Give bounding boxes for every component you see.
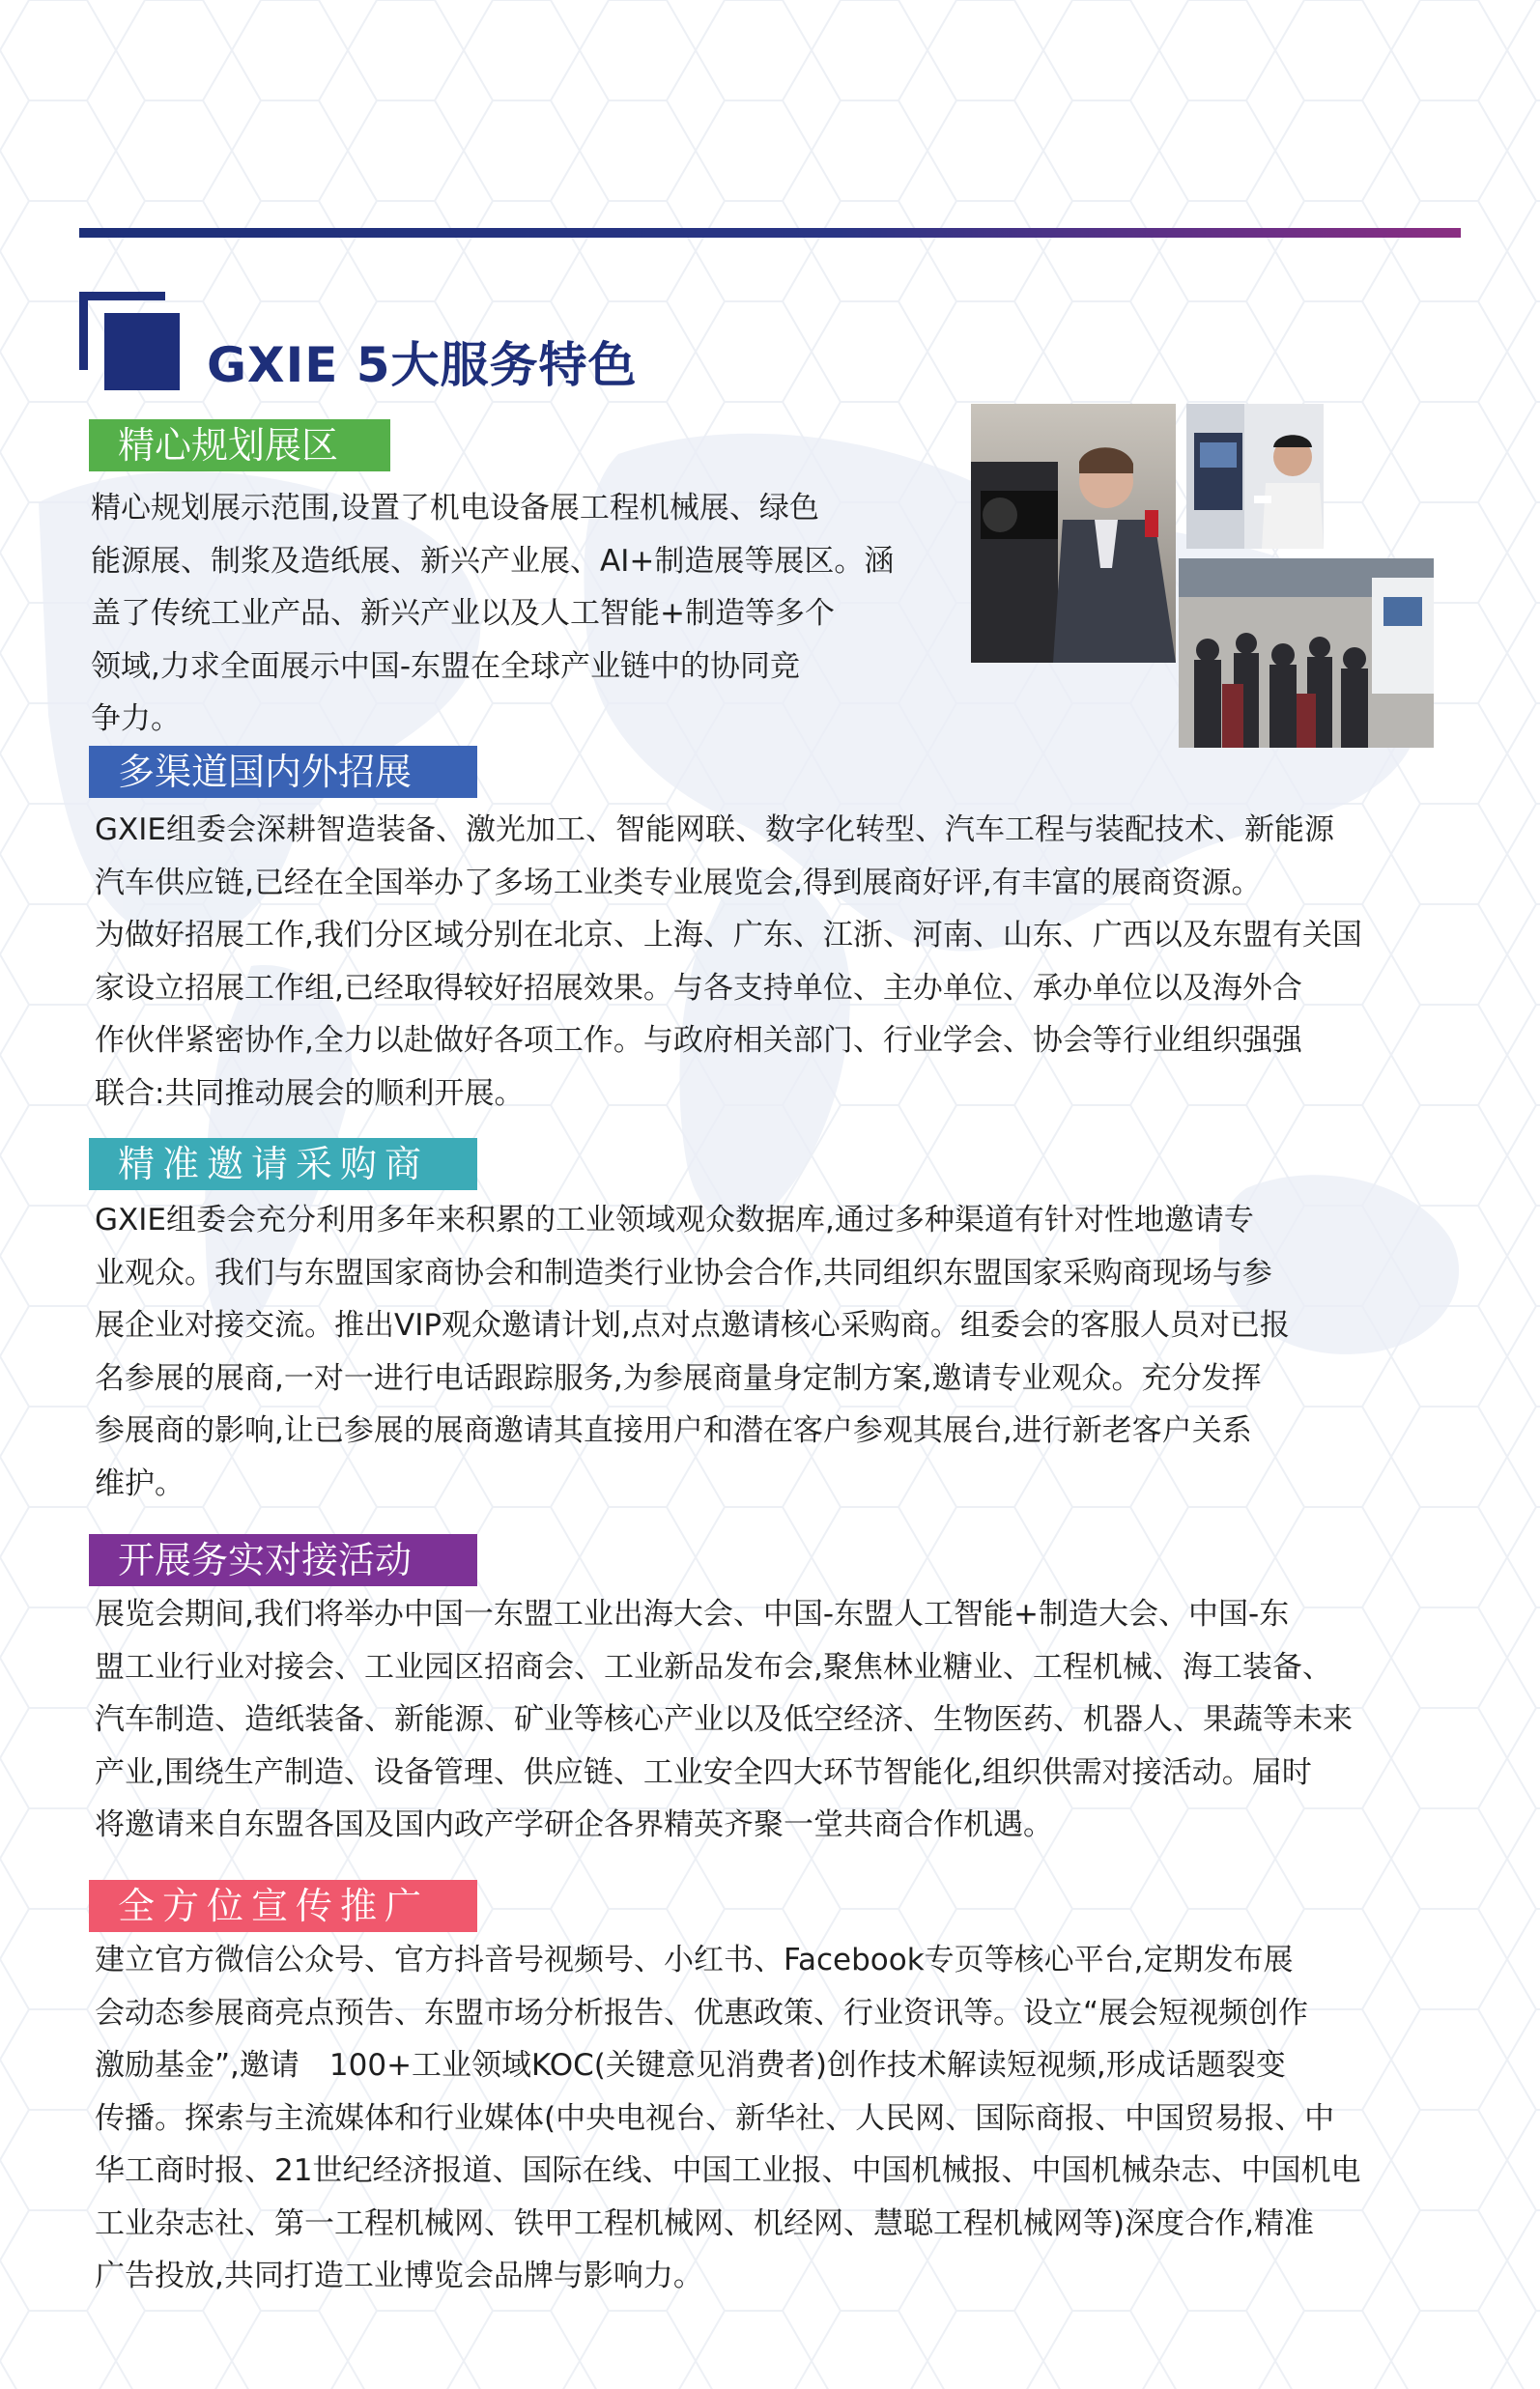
text-line: 领域,力求全面展示中国-东盟在全球产业链中的协同竞	[91, 648, 801, 684]
section-text-buyer-invitation	[95, 1194, 1290, 1510]
text-line: 展企业对接交流。推出VIP观众邀请计划,点对点邀请核心采购商。组委会的客服人员对已报	[95, 1308, 1290, 1343]
text-line: 联合:共同推动展会的顺利开展。	[95, 1075, 525, 1111]
section-text-exhibitor-recruitment	[95, 804, 1362, 1120]
photo-technician	[1186, 404, 1324, 549]
header-gradient-rule	[79, 228, 1461, 238]
text-line: 盟工业行业对接会、工业园区招商会、工业新品发布会,聚焦林业糖业、工程机械、海工装备、	[95, 1649, 1332, 1685]
text-line: 作伙伴紧密协作,全力以赴做好各项工作。与政府相关部门、行业学会、协会等行业组织强强	[95, 1023, 1302, 1058]
text-line: 家设立招展工作组,已经取得较好招展效果。与各支持单位、主办单位、承办单位以及海外合	[95, 970, 1302, 1006]
section-label-planned-zones: 精心规划展区	[89, 419, 390, 471]
text-line: 盖了传统工业产品、新兴产业以及人工智能+制造等多个	[91, 596, 835, 631]
text-line: 激励基金”,邀请 100+工业领域KOC(关键意见消费者)创作技术解读短视频,形成话题裂变	[95, 2048, 1286, 2083]
text-line: 传播。探索与主流媒体和行业媒体(中央电视台、新华社、人民网、国际商报、中国贸易报、中	[95, 2100, 1335, 2136]
text-line: 名参展的展商,一对一进行电话跟踪服务,为参展商量身定制方案,邀请专业观众。充分发挥	[95, 1360, 1262, 1396]
section-label-exhibitor-recruitment: 多渠道国内外招展	[89, 746, 477, 798]
text-line: 产业,围绕生产制造、设备管理、供应链、工业安全四大环节智能化,组织供需对接活动。届时	[95, 1754, 1312, 1790]
page-title: GXIE 5大服务特色	[207, 337, 638, 393]
text-line: GXIE组委会充分利用多年来积累的工业领域观众数据库,通过多种渠道有针对性地邀请专	[95, 1203, 1254, 1237]
text-line: GXIE组委会深耕智造装备、激光加工、智能网联、数字化转型、汽车工程与装配技术、新能源	[95, 812, 1334, 847]
text-line: 业观众。我们与东盟国家商协会和制造类行业协会合作,共同组织东盟国家采购商现场与参	[95, 1255, 1272, 1291]
section-text-planned-zones	[91, 482, 894, 746]
text-line: 广告投放,共同打造工业博览会品牌与影响力。	[95, 2259, 703, 2293]
text-line: 汽车制造、造纸装备、新能源、矿业等核心产业以及低空经济、生物医药、机器人、果蔬等未来	[95, 1702, 1353, 1737]
section-label-buyer-invitation: 精准邀请采购商	[89, 1138, 477, 1190]
photo-interview	[971, 404, 1176, 663]
section-text-matchmaking-activities	[95, 1588, 1353, 1852]
text-line: 维护。	[95, 1465, 185, 1501]
text-line: 汽车供应链,已经在全国举办了多场工业类专业展览会,得到展商好评,有丰富的展商资源。	[95, 865, 1262, 900]
text-line: 精心规划展示范围,设置了机电设备展工程机械展、绿色	[91, 491, 819, 526]
title-square-icon	[79, 292, 185, 392]
text-line: 建立官方微信公众号、官方抖音号视频号、小红书、Facebook专页等核心平台,定期发布展	[95, 1943, 1294, 1977]
text-line: 华工商时报、21世纪经济报道、国际在线、中国工业报、中国机械报、中国机械杂志、中国机电	[95, 2153, 1361, 2188]
section-text-promotion	[95, 1934, 1360, 2303]
section-label-promotion: 全方位宣传推广	[89, 1880, 477, 1932]
text-line: 工业杂志社、第一工程机械网、铁甲工程机械网、机经网、慧聪工程机械网等)深度合作,精准	[95, 2205, 1314, 2241]
text-line: 能源展、制浆及造纸展、新兴产业展、AI+制造展等展区。涵	[91, 543, 895, 579]
text-line: 争力。	[91, 701, 181, 736]
text-line: 为做好招展工作,我们分区域分别在北京、上海、广东、江浙、河南、山东、广西以及东盟有关国	[95, 918, 1362, 953]
section-label-matchmaking-activities: 开展务实对接活动	[89, 1534, 477, 1586]
text-line: 参展商的影响,让已参展的展商邀请其直接用户和潜在客户参观其展台,进行新老客户关系	[95, 1413, 1252, 1448]
text-line: 展览会期间,我们将举办中国一东盟工业出海大会、中国-东盟人工智能+制造大会、中国-东	[95, 1597, 1290, 1632]
text-line: 将邀请来自东盟各国及国内政产学研企各界精英齐聚一堂共商合作机遇。	[95, 1807, 1053, 1842]
photo-exhibition-crowd	[1179, 558, 1434, 748]
text-line: 会动态参展商亮点预告、东盟市场分析报告、优惠政策、行业资讯等。设立“展会短视频创作	[95, 1995, 1309, 2031]
